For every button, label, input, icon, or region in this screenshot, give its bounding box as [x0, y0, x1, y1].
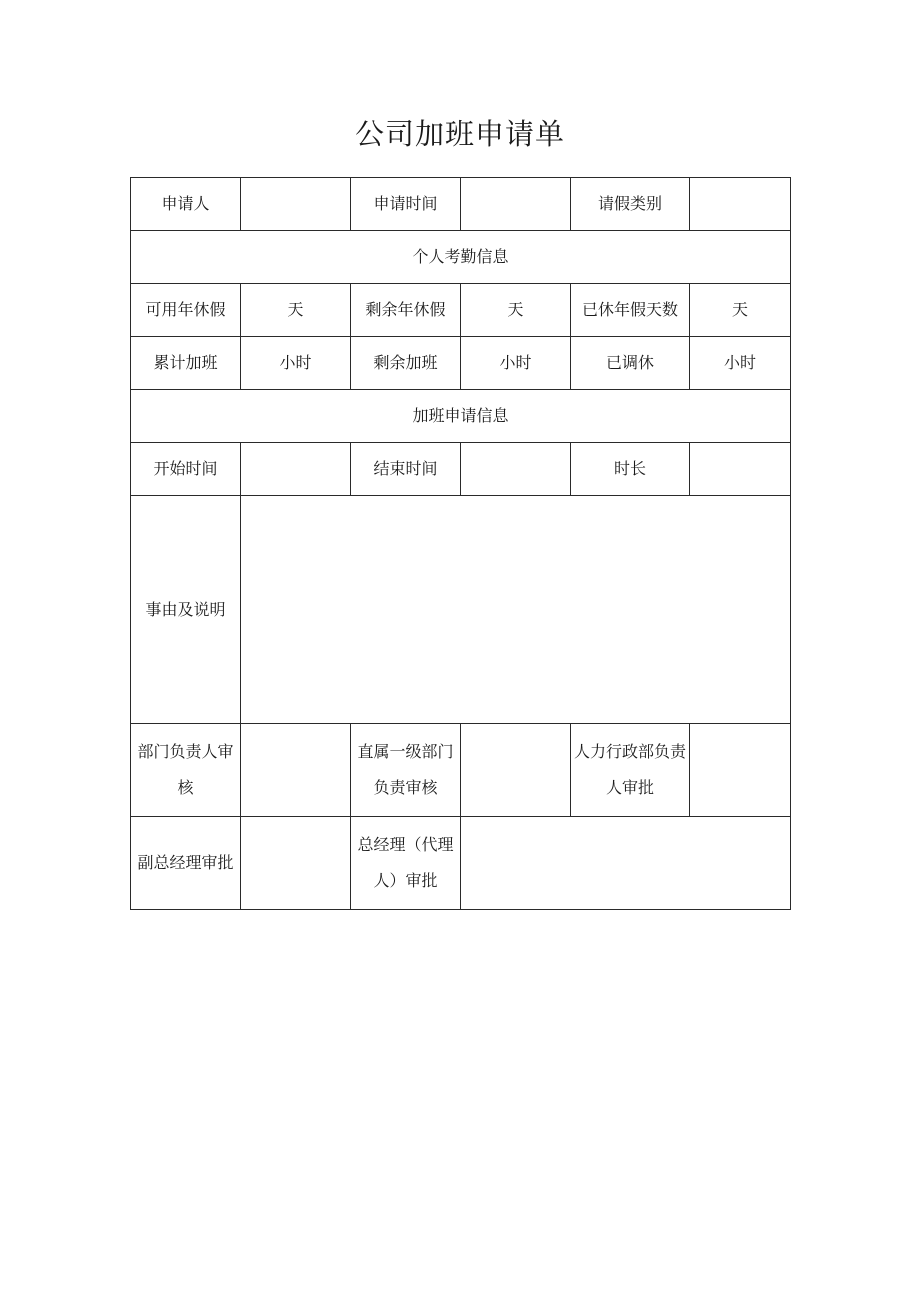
reason-field[interactable]: [241, 496, 791, 724]
direct-dept-review-field[interactable]: [461, 724, 571, 817]
dept-head-review-field[interactable]: [241, 724, 351, 817]
attendance-section-header: 个人考勤信息: [131, 231, 791, 284]
gm-approval-label: 总经理（代理人）审批: [351, 817, 461, 910]
duration-field[interactable]: [690, 443, 791, 496]
overtime-section-header: 加班申请信息: [131, 390, 791, 443]
apply-time-label: 申请时间: [351, 178, 461, 231]
vp-approval-field[interactable]: [241, 817, 351, 910]
leave-type-label: 请假类别: [571, 178, 690, 231]
reason-row: [131, 496, 791, 724]
used-leave-label: 已休年假天数: [571, 284, 690, 337]
overtime-section-row: [131, 390, 791, 443]
duration-label: 时长: [571, 443, 690, 496]
start-time-label: 开始时间: [131, 443, 241, 496]
reason-label: 事由及说明: [131, 496, 241, 724]
vp-approval-label: 副总经理审批: [131, 817, 241, 910]
accumulated-overtime-label: 累计加班: [131, 337, 241, 390]
applicant-field[interactable]: [241, 178, 351, 231]
annual-leave-row: [131, 284, 791, 337]
approval-row-1: [131, 724, 791, 817]
overtime-form-table: [130, 177, 791, 910]
page-title: 公司加班申请单: [354, 117, 565, 151]
direct-dept-review-label: 直属一级部门负责审核: [351, 724, 461, 817]
remaining-overtime-field[interactable]: 小时: [461, 337, 571, 390]
end-time-field[interactable]: [461, 443, 571, 496]
available-leave-label: 可用年休假: [131, 284, 241, 337]
applicant-row: [131, 178, 791, 231]
remaining-leave-label: 剩余年休假: [351, 284, 461, 337]
accumulated-overtime-field[interactable]: 小时: [241, 337, 351, 390]
available-leave-field[interactable]: 天: [241, 284, 351, 337]
start-time-field[interactable]: [241, 443, 351, 496]
leave-type-field[interactable]: [690, 178, 791, 231]
remaining-leave-field[interactable]: 天: [461, 284, 571, 337]
apply-time-field[interactable]: [461, 178, 571, 231]
used-leave-field[interactable]: 天: [690, 284, 791, 337]
applicant-label: 申请人: [131, 178, 241, 231]
compensated-field[interactable]: 小时: [690, 337, 791, 390]
overtime-balance-row: [131, 337, 791, 390]
hr-admin-approval-label: 人力行政部负责人审批: [571, 724, 690, 817]
gm-approval-field[interactable]: [461, 817, 791, 910]
attendance-section-row: [131, 231, 791, 284]
dept-head-review-label: 部门负责人审核: [131, 724, 241, 817]
time-row: [131, 443, 791, 496]
hr-admin-approval-field[interactable]: [690, 724, 791, 817]
compensated-label: 已调休: [571, 337, 690, 390]
approval-row-2: [131, 817, 791, 910]
end-time-label: 结束时间: [351, 443, 461, 496]
remaining-overtime-label: 剩余加班: [351, 337, 461, 390]
